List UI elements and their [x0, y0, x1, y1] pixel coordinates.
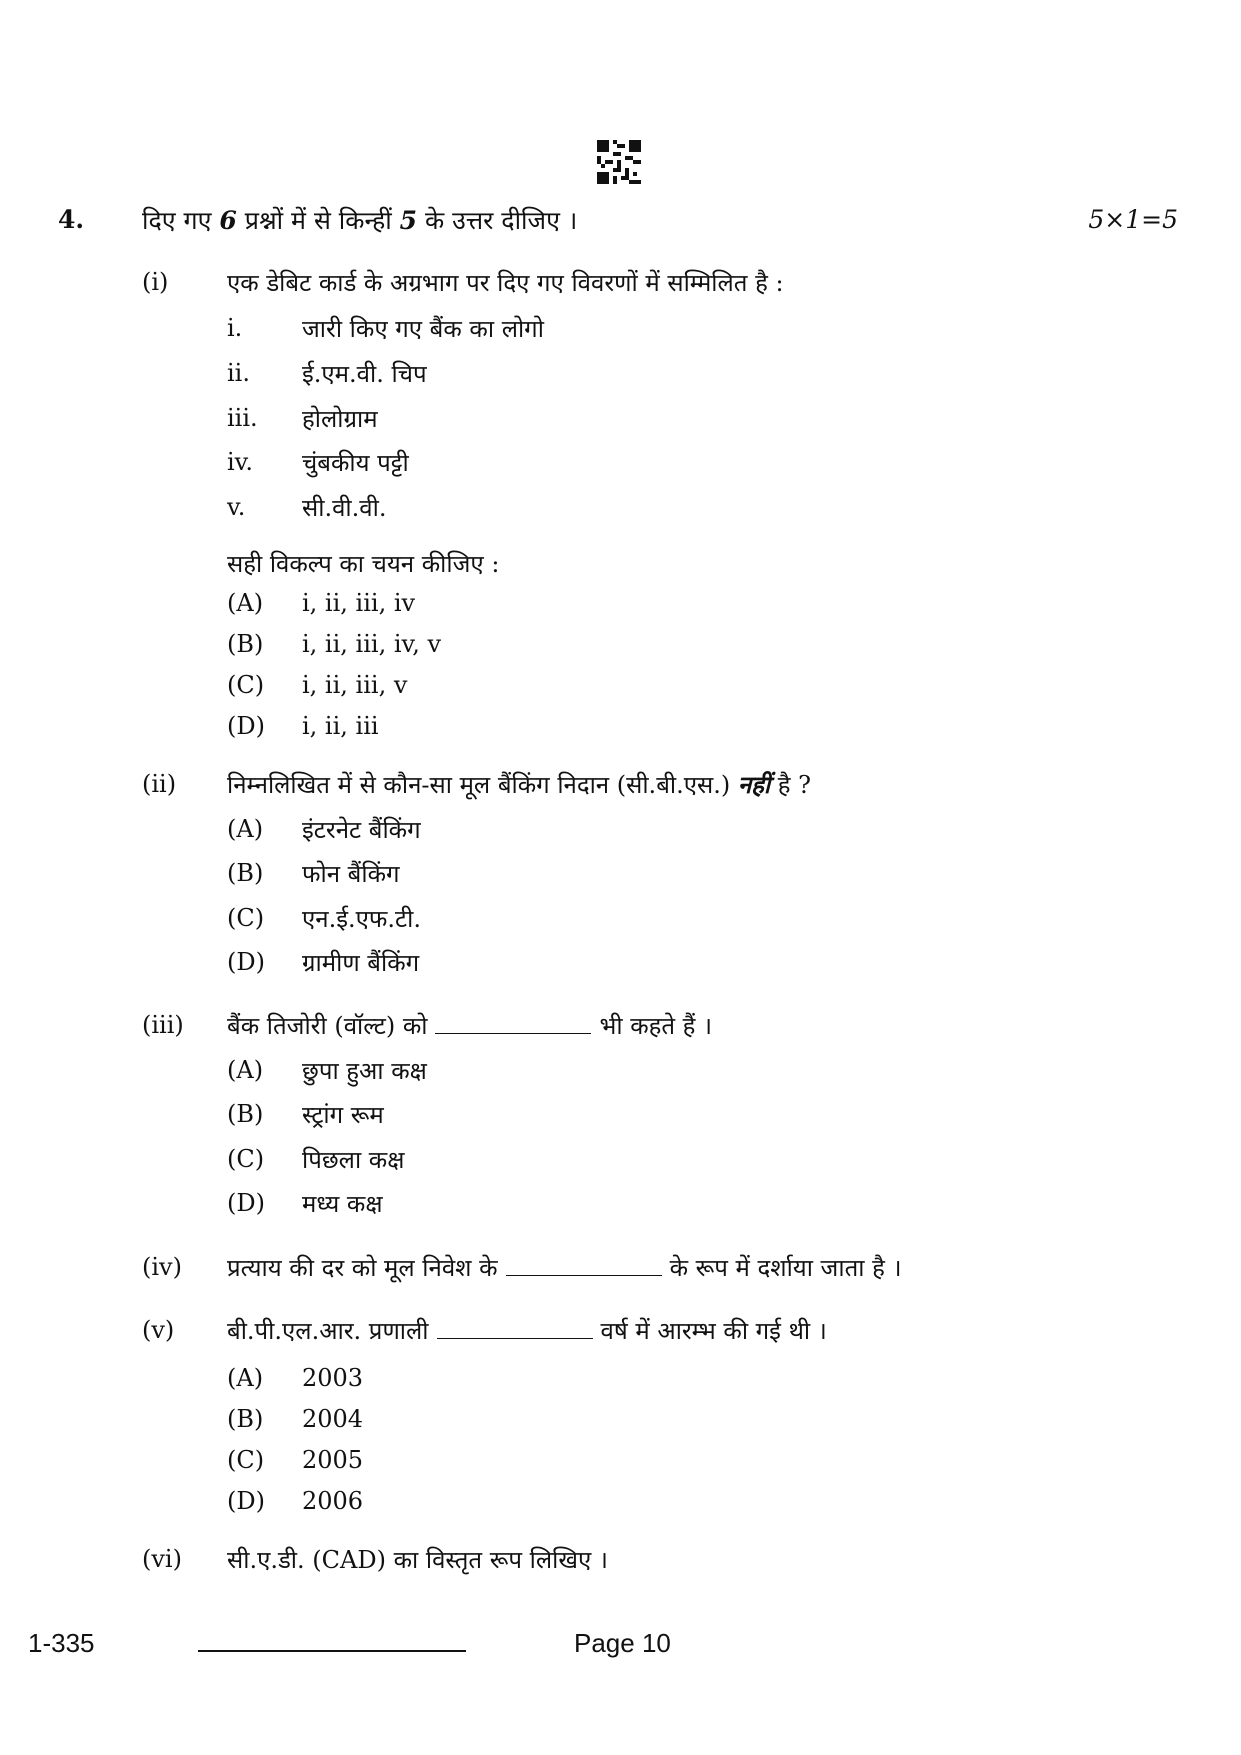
page-number: Page 10	[574, 1628, 671, 1658]
option-key: (A)	[227, 815, 264, 843]
option-key: (A)	[227, 589, 264, 617]
item-label: (i)	[142, 268, 169, 296]
paper-code: 1-335	[28, 1628, 95, 1658]
question-number: 4.	[58, 205, 85, 234]
item-text: सी.ए.डी. (CAD) का विस्तृत रूप लिखिए ।	[227, 1546, 608, 1574]
option-text: 2006	[302, 1487, 364, 1515]
statement-text: जारी किए गए बैंक का लोगो	[302, 315, 544, 343]
option-text: इंटरनेट बैंकिंग	[302, 816, 421, 844]
item-label: (ii)	[142, 770, 177, 798]
statement-text: सी.वी.वी.	[302, 494, 387, 522]
item-label: (vi)	[142, 1545, 182, 1573]
option-text: एन.ई.एफ.टी.	[302, 905, 421, 933]
option-text: 2003	[302, 1364, 364, 1392]
item-text: प्रत्याय की दर को मूल निवेश के के रूप में दर्शाया जाता है ।	[227, 1254, 902, 1282]
item-text: बी.पी.एल.आर. प्रणाली वर्ष में आरम्भ की गई थी ।	[227, 1317, 827, 1345]
fill-in-blank	[437, 1318, 593, 1339]
option-text: स्ट्रांग रूम	[302, 1101, 384, 1129]
option-key: (B)	[227, 1100, 264, 1128]
option-key: (C)	[227, 1446, 265, 1474]
option-text: छुपा हुआ कक्ष	[302, 1057, 427, 1085]
fill-in-blank	[506, 1255, 662, 1276]
option-key: (C)	[227, 671, 265, 699]
item-label: (v)	[142, 1316, 175, 1344]
option-key: (B)	[227, 1405, 264, 1433]
statement-text: ई.एम.वी. चिप	[302, 360, 427, 388]
option-key: (C)	[227, 904, 265, 932]
option-text: i, ii, iii, iv, v	[302, 630, 442, 658]
option-text: मध्य कक्ष	[302, 1190, 383, 1218]
choose-instruction: सही विकल्प का चयन कीजिए :	[227, 550, 500, 578]
statement-text: चुंबकीय पट्टी	[302, 449, 409, 477]
item-label: (iv)	[142, 1253, 182, 1281]
option-text: पिछला कक्ष	[302, 1146, 405, 1174]
option-key: (B)	[227, 859, 264, 887]
item-text: बैंक तिजोरी (वॉल्ट) को भी कहते हैं ।	[227, 1012, 713, 1040]
marks-allocation: 5×1=5	[1088, 205, 1178, 234]
statement-number: iii.	[227, 404, 258, 432]
qr-code-icon	[597, 140, 641, 184]
option-text: फोन बैंकिंग	[302, 860, 400, 888]
statement-number: iv.	[227, 448, 254, 476]
option-key: (D)	[227, 948, 265, 976]
fill-in-blank	[435, 1013, 591, 1034]
option-text: i, ii, iii, v	[302, 671, 408, 699]
question-instruction: दिए गए 6 प्रश्नों में से किन्हीं 5 के उत्तर दीजिए ।	[142, 206, 578, 235]
option-key: (D)	[227, 712, 265, 740]
item-text: निम्नलिखित में से कौन-सा मूल बैंकिंग निदान (सी.बी.एस.) नहीं है ?	[227, 770, 812, 799]
statement-number: i.	[227, 314, 243, 342]
option-key: (A)	[227, 1056, 264, 1084]
statement-number: ii.	[227, 359, 250, 387]
item-label: (iii)	[142, 1011, 184, 1039]
option-text: ग्रामीण बैंकिंग	[302, 949, 420, 977]
option-text: 2005	[302, 1446, 364, 1474]
statement-text: होलोग्राम	[302, 405, 378, 433]
option-key: (B)	[227, 630, 264, 658]
option-key: (C)	[227, 1145, 265, 1173]
footer-divider	[198, 1650, 466, 1652]
option-text: 2004	[302, 1405, 364, 1433]
option-key: (D)	[227, 1487, 265, 1515]
item-text: एक डेबिट कार्ड के अग्रभाग पर दिए गए विवरणों में सम्मिलित है :	[227, 269, 784, 297]
option-text: i, ii, iii	[302, 712, 379, 740]
option-key: (D)	[227, 1189, 265, 1217]
option-text: i, ii, iii, iv	[302, 589, 416, 617]
statement-number: v.	[227, 493, 246, 521]
option-key: (A)	[227, 1364, 264, 1392]
